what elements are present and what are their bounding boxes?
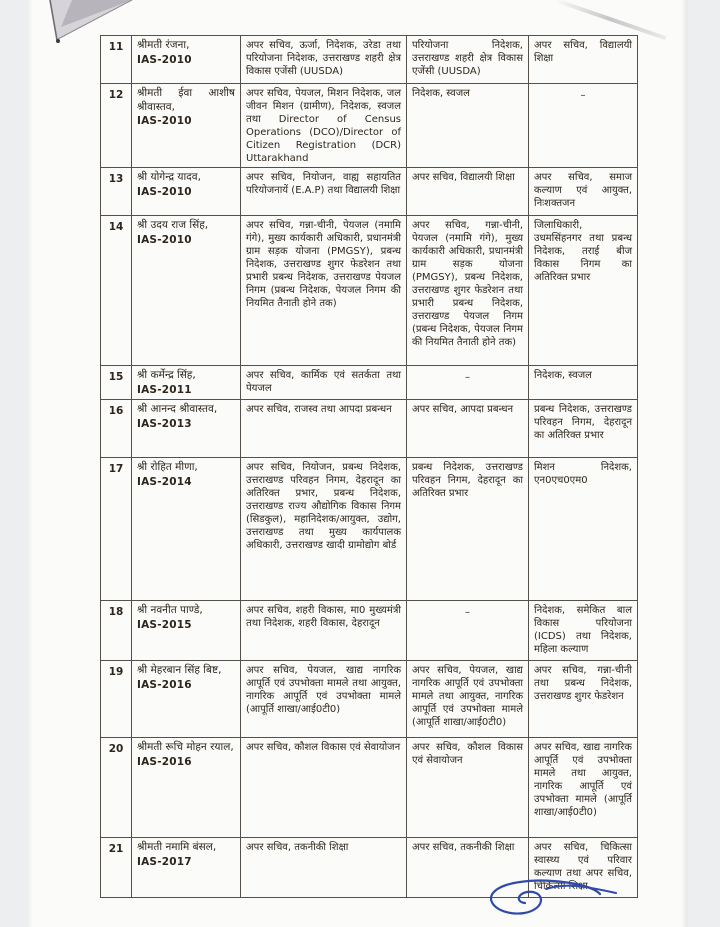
posting-cell-retained <box>407 216 529 366</box>
ias-batch-label: IAS-2015 <box>137 618 192 631</box>
posting-cell-additional <box>529 168 638 216</box>
officer-name: श्रीमती रंजना, <box>137 39 190 51</box>
serial-cell: 11 <box>101 36 132 84</box>
serial-cell: 19 <box>101 661 132 738</box>
serial-cell: 13 <box>101 168 132 216</box>
officer-name: श्री कर्मेन्द्र सिंह, <box>137 369 196 381</box>
posting-cell-retained <box>407 601 529 661</box>
posting-cell-current <box>241 458 407 601</box>
posting-cell-current <box>241 36 407 84</box>
posting-cell-additional-text: अपर सचिव, चिकित्सा स्वास्थ्य एवं परिवार कल्याण तथा अपर सचिव, चिकित्सा शिक्षा <box>534 842 632 893</box>
posting-cell-additional <box>529 36 638 84</box>
posting-cell-retained <box>407 84 529 168</box>
ias-batch-label: IAS-2010 <box>137 233 192 246</box>
officer-name-cell <box>132 168 241 216</box>
posting-cell-additional-text: अपर सचिव, समाज कल्याण एवं आयुक्त, निःशक्तजन <box>534 172 632 209</box>
serial-cell: 14 <box>101 216 132 366</box>
posting-cell-current <box>241 601 407 661</box>
ias-batch-label: IAS-2017 <box>137 855 192 868</box>
posting-cell-current <box>241 661 407 738</box>
officer-name-cell <box>132 366 241 400</box>
table-row <box>101 366 638 400</box>
posting-cell-retained-text: परियोजना निदेशक, उत्तराखण्ड शहरी क्षेत्र विकास एजेंसी (UUSDA) <box>412 40 523 77</box>
posting-cell-current-text: अपर सचिव, पेयजल, मिशन निदेशक, जल जीवन मिशन (ग्रामीण), निदेशक, स्वजल तथा Director of Census Operations (DCO)/Director of Citizen Registration (DCR) Uttarakhand <box>246 88 401 164</box>
officer-posting-table <box>100 35 638 898</box>
posting-cell-current-text: अपर सचिव, नियोजन, प्रबन्ध निदेशक, उत्तराखण्ड परिवहन निगम, देहरादून का अतिरिक्त प्रभार, प्रबन्ध निदेशक, उत्तराखण्ड राज्य औद्योगिक विकास निगम (सिडकुल), महानिदेशक/आयुक्त, उद्योग, उत्तराखण्ड तथा मुख्य कार्यपालक अधिकारी, उत्तराखण्ड खादी ग्रामोद्योग बोर्ड <box>246 462 401 552</box>
posting-cell-current-text: अपर सचिव, नियोजन, वाह्य सहायतित परियोजनायें (E.A.P) तथा विद्यालयी शिक्षा <box>246 172 401 196</box>
ias-batch-label: IAS-2010 <box>137 115 192 128</box>
posting-cell-additional-text: मिशन निदेशक, एन0एच0एम0 <box>534 462 632 487</box>
posting-cell-retained-text: अपर सचिव, कौशल विकास एवं सेवायोजन <box>412 742 523 767</box>
officer-name-cell <box>132 216 241 366</box>
posting-cell-additional <box>529 400 638 458</box>
officer-name-cell <box>132 738 241 838</box>
posting-cell-additional-text: जिलाधिकारी, उधमसिंहनगर तथा प्रबन्ध निदेशक, तराई बीज विकास निगम का अतिरिक्त प्रभार <box>534 220 632 283</box>
ias-batch-label: IAS-2010 <box>137 53 192 66</box>
officer-name: श्री आनन्द श्रीवास्तव, <box>137 403 218 416</box>
posting-cell-retained-text: – <box>465 372 470 383</box>
posting-cell-retained-text: अपर सचिव, तकनीकी शिक्षा <box>412 842 515 854</box>
officer-name: श्रीमती नमामि बंसल, <box>137 841 217 854</box>
posting-cell-retained-text: प्रबन्ध निदेशक, उत्तराखण्ड परिवहन निगम, देहरादून का अतिरिक्त प्रभार <box>412 462 523 500</box>
posting-cell-additional-text: निदेशक, स्वजल <box>534 370 592 381</box>
posting-cell-retained <box>407 458 529 601</box>
posting-cell-current-text: अपर सचिव, शहरी विकास, मा0 मुख्यमंत्री तथा निदेशक, शहरी विकास, देहरादून <box>246 605 401 630</box>
posting-cell-additional-text: निदेशक, समेकित बाल विकास परियोजना (ICDS) तथा निदेशक, महिला कल्याण <box>534 605 632 656</box>
posting-cell-current-text: अपर सचिव, पेयजल, खाद्य नागरिक आपूर्ति एवं उपभोक्ता मामले तथा आयुक्त, नागरिक आपूर्ति एवं उपभोक्ता मामले (आपूर्ति शाखा/आई0टी0) <box>246 665 401 716</box>
posting-cell-current-text: अपर सचिव, राजस्व तथा आपदा प्रबन्धन <box>246 404 392 416</box>
serial-cell: 21 <box>101 838 132 898</box>
posting-cell-current-text: अपर सचिव, तकनीकी शिक्षा <box>246 842 349 854</box>
posting-cell-additional <box>529 216 638 366</box>
posting-cell-current <box>241 216 407 366</box>
posting-cell-current <box>241 84 407 168</box>
posting-cell-retained-text: अपर सचिव, आपदा प्रबन्धन <box>412 404 514 416</box>
officer-name-cell <box>132 84 241 168</box>
posting-cell-retained <box>407 36 529 84</box>
officer-table-body <box>101 36 638 898</box>
ias-batch-label: IAS-2014 <box>137 475 192 488</box>
officer-name: श्री उदय राज सिंह, <box>137 219 209 231</box>
serial-cell: 20 <box>101 738 132 838</box>
table-row <box>101 216 638 366</box>
table-row <box>101 400 638 458</box>
table-row <box>101 36 638 84</box>
officer-name-cell <box>132 601 241 661</box>
ias-batch-label: IAS-2010 <box>137 185 192 198</box>
ias-batch-label: IAS-2016 <box>137 678 192 691</box>
officer-name-cell <box>132 400 241 458</box>
ias-batch-label: IAS-2016 <box>137 755 192 768</box>
officer-name: श्री नवनीत पाण्डे, <box>137 604 203 617</box>
serial-cell: 16 <box>101 400 132 458</box>
posting-cell-retained-text: – <box>465 607 470 619</box>
scanned-page <box>28 0 688 927</box>
posting-cell-additional-text: अपर सचिव, गन्ना-चीनी तथा प्रबन्ध निदेशक, उत्तराखण्ड शुगर फेडरेशन <box>534 665 632 703</box>
table-row <box>101 738 638 838</box>
table-row <box>101 168 638 216</box>
posting-cell-retained-text: अपर सचिव, विद्यालयी शिक्षा <box>412 172 515 183</box>
posting-cell-current-text: अपर सचिव, कौशल विकास एवं सेवायोजन <box>246 742 401 754</box>
posting-cell-additional <box>529 458 638 601</box>
posting-cell-retained <box>407 738 529 838</box>
posting-cell-current-text: अपर सचिव, ऊर्जा, निदेशक, उरेडा तथा परियोजना निदेशक, उत्तराखण्ड शहरी क्षेत्र विकास एजेंसी (UUSDA) <box>246 40 401 77</box>
officer-name: श्रीमती ईवा आशीष श्रीवास्तव, <box>137 87 235 113</box>
posting-cell-current-text: अपर सचिव, गन्ना-चीनी, पेयजल (नमामि गंगे), मुख्य कार्यकारी अधिकारी, प्रधानमंत्री ग्राम सड़क योजना (PMGSY), प्रबन्ध निदेशक, उत्तराखण्ड शुगर फेडरेशन तथा प्रभारी प्रबन्ध निदेशक, उत्तराखण्ड पेयजल निगम (प्रबन्ध निदेशक, पेयजल निगम की नियमित तैनाती होने तक) <box>246 220 401 309</box>
posting-cell-current <box>241 400 407 458</box>
posting-cell-retained <box>407 661 529 738</box>
table-row <box>101 661 638 738</box>
ias-batch-label: IAS-2013 <box>137 417 192 430</box>
posting-cell-current <box>241 366 407 400</box>
posting-cell-additional <box>529 661 638 738</box>
posting-cell-retained <box>407 168 529 216</box>
officer-name-cell <box>132 661 241 738</box>
serial-cell: 15 <box>101 366 132 400</box>
posting-cell-additional-text: – <box>580 90 586 101</box>
table-row <box>101 458 638 601</box>
officer-name-cell <box>132 458 241 601</box>
table-row <box>101 84 638 168</box>
posting-cell-additional-text: अपर सचिव, खाद्य नागरिक आपूर्ति एवं उपभोक्ता मामले तथा आयुक्त, नागरिक आपूर्ति एवं उपभोक्ता मामले (आपूर्ति शाखा/आई0टी0) <box>534 742 632 819</box>
serial-cell: 18 <box>101 601 132 661</box>
posting-cell-retained <box>407 366 529 400</box>
posting-cell-additional-text: प्रबन्ध निदेशक, उत्तराखण्ड परिवहन निगम, देहरादून का अतिरिक्त प्रभार <box>534 404 632 442</box>
posting-cell-retained-text: अपर सचिव, पेयजल, खाद्य नागरिक आपूर्ति एवं उपभोक्ता मामले तथा आयुक्त, नागरिक आपूर्ति एवं उपभोक्ता मामले (आपूर्ति शाखा/आई0टी0) <box>412 665 523 729</box>
posting-cell-additional <box>529 84 638 168</box>
posting-cell-current <box>241 168 407 216</box>
posting-cell-retained <box>407 400 529 458</box>
officer-name: श्री योगेन्द्र यादव, <box>137 171 201 183</box>
serial-cell: 12 <box>101 84 132 168</box>
officer-name-cell <box>132 838 241 898</box>
posting-cell-current-text: अपर सचिव, कार्मिक एवं सतर्कता तथा पेयजल <box>246 370 401 394</box>
table-row <box>101 601 638 661</box>
posting-cell-additional <box>529 738 638 838</box>
posting-cell-current <box>241 738 407 838</box>
posting-cell-additional <box>529 366 638 400</box>
posting-cell-additional <box>529 601 638 661</box>
posting-cell-current <box>241 838 407 898</box>
officer-name: श्री मेहरबान सिंह बिष्ट, <box>137 664 222 677</box>
posting-cell-additional-text: अपर सचिव, विद्यालयी शिक्षा <box>534 40 632 64</box>
officer-name: श्रीमती रूचि मोहन रयाल, <box>137 741 234 754</box>
serial-cell: 17 <box>101 458 132 601</box>
posting-cell-retained-text: निदेशक, स्वजल <box>412 88 470 99</box>
posting-cell-retained-text: अपर सचिव, गन्ना-चीनी, पेयजल (नमामि गंगे), मुख्य कार्यकारी अधिकारी, प्रधानमंत्री ग्राम सड़क योजना (PMGSY), प्रबन्ध निदेशक, उत्तराखण्ड शुगर फेडरेशन तथा प्रभारी प्रबन्ध निदेशक, उत्तराखण्ड पेयजल निगम (प्रबन्ध निदेशक, पेयजल निगम की नियमित तैनाती होने तक) <box>412 220 523 348</box>
handwritten-signature-scribble <box>450 876 625 924</box>
officer-name: श्री रोहित मीणा, <box>137 461 198 474</box>
officer-name-cell <box>132 36 241 84</box>
ias-batch-label: IAS-2011 <box>137 383 192 396</box>
